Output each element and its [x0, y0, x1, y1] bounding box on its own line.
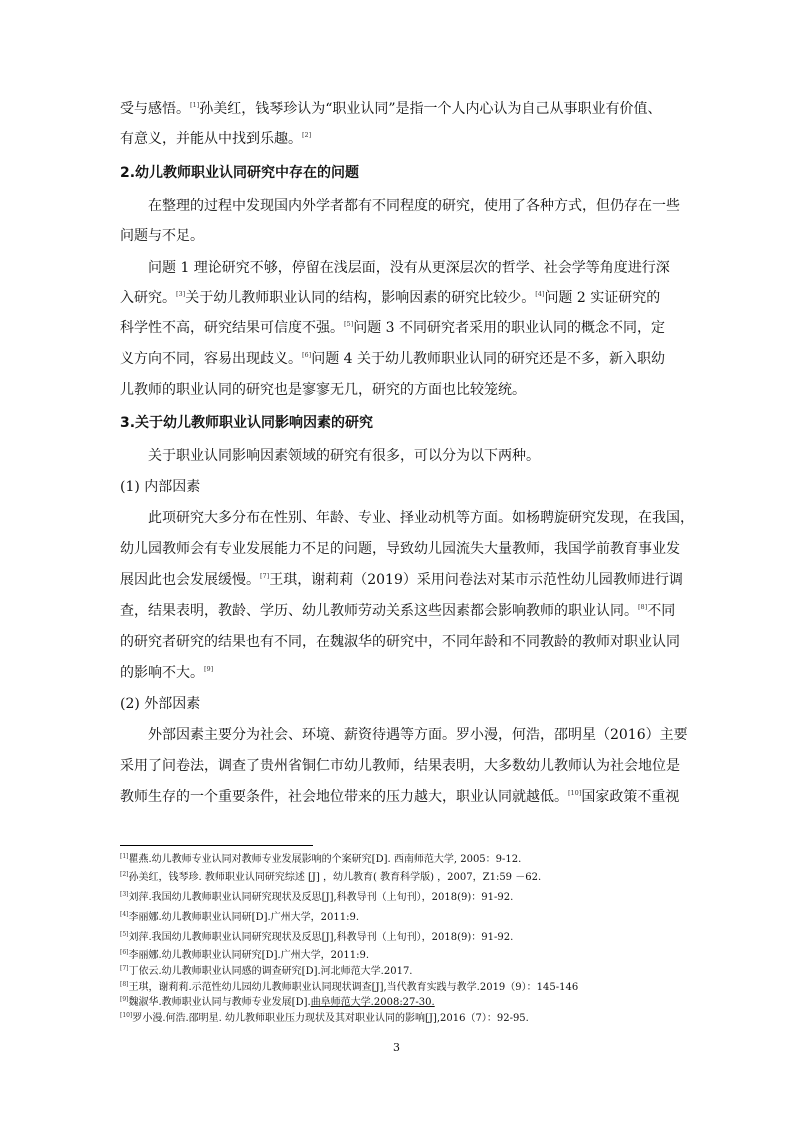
- footnote-marker: [7]: [120, 965, 129, 972]
- text-run: 入研究。: [120, 290, 176, 306]
- footnote: [120, 931, 680, 945]
- footnote-text: 魏淑华.教师职业认同与教师专业发展[D].: [128, 997, 311, 1008]
- text-run: 科学性不高，研究结果可信度不强。: [120, 320, 344, 336]
- paragraph-line: 的研究者研究的结果也有不同，在魏淑华的研究中，不同年龄和不同教龄的教师对职业认同: [120, 634, 680, 650]
- text-run: 王琪，谢莉莉（2019）采用问卷法对某市示范性幼儿园教师进行调: [269, 572, 683, 588]
- footnote: [120, 911, 680, 925]
- text-run: 受与感悟。: [120, 101, 190, 117]
- text-run: 查，结果表明，教龄、学历、幼儿教师劳动关系这些因素都会影响教师的职业认同。: [120, 603, 638, 619]
- paragraph-line: [120, 129, 676, 149]
- footnote-marker: [1]: [120, 853, 129, 860]
- footnote-text: 刘萍.我国幼儿教师职业认同研究现状及反思[J],科教导刊（上旬刊），2018(9)：91-92.: [128, 932, 514, 943]
- footnote: [120, 891, 680, 905]
- footnote-marker: [10]: [120, 1012, 133, 1019]
- footnote: [120, 1012, 680, 1026]
- footnote-marker: [9]: [120, 996, 129, 1003]
- footnote-text: 刘萍.我国幼儿教师职业认同研究现状及反思[J],科教导刊（上旬刊），2018(9)：91-92.: [128, 892, 514, 903]
- footnote-text: 李丽娜.幼儿教师职业认同研[D].广州大学，2011:9.: [128, 912, 360, 923]
- footnote-text: 李丽娜.幼儿教师职业认同研究[D].广州大学，2011:9.: [128, 950, 370, 961]
- paragraph-line: [120, 99, 676, 119]
- paragraph-line: 儿教师的职业认同的研究也是寥寥无几，研究的方面也比较笼统。: [120, 382, 526, 398]
- paragraph-line: 关于职业认同影响因素领域的研究有很多，可以分为以下两种。: [148, 448, 540, 464]
- citation-marker[interactable]: [5]: [344, 320, 354, 328]
- footnote-marker: [5]: [120, 931, 129, 938]
- paragraph-line: [120, 318, 676, 338]
- text-run: 展因此也会发展缓慢。: [120, 572, 260, 588]
- footnote-marker: [2]: [120, 871, 129, 878]
- citation-marker[interactable]: [6]: [302, 351, 312, 359]
- section-heading: 2.幼儿教师职业认同研究中存在的问题: [120, 165, 360, 181]
- section-heading: 3.关于幼儿教师职业认同影响因素的研究: [120, 415, 374, 431]
- citation-marker[interactable]: [8]: [638, 603, 648, 611]
- paragraph-line: 幼儿园教师会有专业发展能力不足的问题，导致幼儿园流失大量教师，我国学前教育事业发: [120, 541, 680, 557]
- footnote: [120, 996, 680, 1010]
- text-run: 不同: [647, 603, 676, 619]
- footnote-underlined-text: 曲阜师范大学.2008:27-30.: [310, 997, 435, 1008]
- footnote-text: 孙美红，钱琴珍. 教师职业认同研究综述 [J] ，幼儿教育( 教育科学版) ，2007，Z1:59 －62.: [128, 872, 542, 883]
- text-run: 国家政策不重视: [581, 789, 680, 805]
- page-number: 3: [393, 1041, 400, 1054]
- footnote: [120, 871, 680, 885]
- paragraph-line: 问题与不足。: [120, 228, 204, 244]
- subsection-heading: (2) 外部因素: [120, 696, 201, 712]
- text-run: 关于幼儿教师职业认同的结构，影响因素的研究比较少。: [185, 290, 536, 306]
- paragraph-line: [120, 570, 683, 590]
- paragraph-line: 问题 1 理论研究不够，停留在浅层面，没有从更深层次的哲学、社会学等角度进行深: [148, 260, 670, 276]
- citation-marker[interactable]: [10]: [568, 789, 582, 797]
- paragraph-line: [120, 288, 676, 308]
- footnote-text: 罗小漫.何浩.邵明星. 幼儿教师职业压力现状及其对职业认同的影响[J],2016（7）：92-95.: [132, 1013, 529, 1024]
- text-run: 孙美红，钱琴珍认为“职业认同”是指一个人内心认为自己从事职业有价值、: [199, 101, 662, 117]
- paragraph-line: 在整理的过程中发现国内外学者都有不同程度的研究，使用了各种方式，但仍存在一些: [148, 198, 680, 214]
- text-run: 义方向不同，容易出现歧义。: [120, 351, 302, 367]
- footnote: [120, 949, 680, 963]
- subsection-heading: (1) 内部因素: [120, 479, 201, 495]
- footnote-text: 王琪，谢莉莉.示范性幼儿园幼儿教师职业认同现状调查[J],当代教育实践与教学.2019（9）：145-146: [128, 982, 579, 993]
- paragraph-line: [120, 663, 676, 683]
- paragraph-line: 外部因素主要分为社会、环境、薪资待遇等方面。罗小漫，何浩，邵明星（2016）主要: [148, 727, 688, 743]
- citation-marker[interactable]: [2]: [302, 131, 312, 139]
- footnote-text: 瞿燕.幼儿教师专业认同对教师专业发展影响的个案研究[D]. 西南师范大学, 2005：9-12.: [128, 854, 522, 865]
- footnote: [120, 981, 680, 995]
- footnote: [120, 965, 680, 979]
- text-run: 问题 4 关于幼儿教师职业认同的研究还是不多，新入职幼: [311, 351, 666, 367]
- text-run: 有意义，并能从中找到乐趣。: [120, 131, 302, 147]
- citation-marker[interactable]: [3]: [176, 290, 186, 298]
- footnote-marker: [6]: [120, 949, 129, 956]
- footnote-separator: [120, 845, 313, 846]
- footnote: [120, 853, 680, 867]
- text-run: 的影响不大。: [120, 665, 204, 681]
- paragraph-line: 采用了问卷法，调查了贵州省铜仁市幼儿教师，结果表明，大多数幼儿教师认为社会地位是: [120, 758, 680, 774]
- footnote-marker: [3]: [120, 891, 129, 898]
- text-run: 教师生存的一个重要条件，社会地位带来的压力越大，职业认同就越低。: [120, 789, 568, 805]
- footnote-marker: [8]: [120, 981, 129, 988]
- citation-marker[interactable]: [9]: [204, 665, 214, 673]
- footnote-marker: [4]: [120, 911, 129, 918]
- footnote-text: 丁依云.幼儿教师职业认同感的调查研究[D].河北师范大学.2017.: [128, 966, 413, 977]
- citation-marker[interactable]: [4]: [535, 290, 545, 298]
- paragraph-line: [120, 601, 676, 621]
- text-run: 问题 3 不同研究者采用的职业认同的概念不同，定: [353, 320, 666, 336]
- text-run: 问题 2 实证研究的: [544, 290, 661, 306]
- paragraph-line: 此项研究大多分布在性别、年龄、专业、择业动机等方面。如杨聘旋研究发现，在我国，: [148, 510, 694, 526]
- citation-marker[interactable]: [7]: [260, 572, 270, 580]
- paragraph-line: [120, 787, 680, 807]
- citation-marker[interactable]: [1]: [190, 101, 200, 109]
- paragraph-line: [120, 349, 676, 369]
